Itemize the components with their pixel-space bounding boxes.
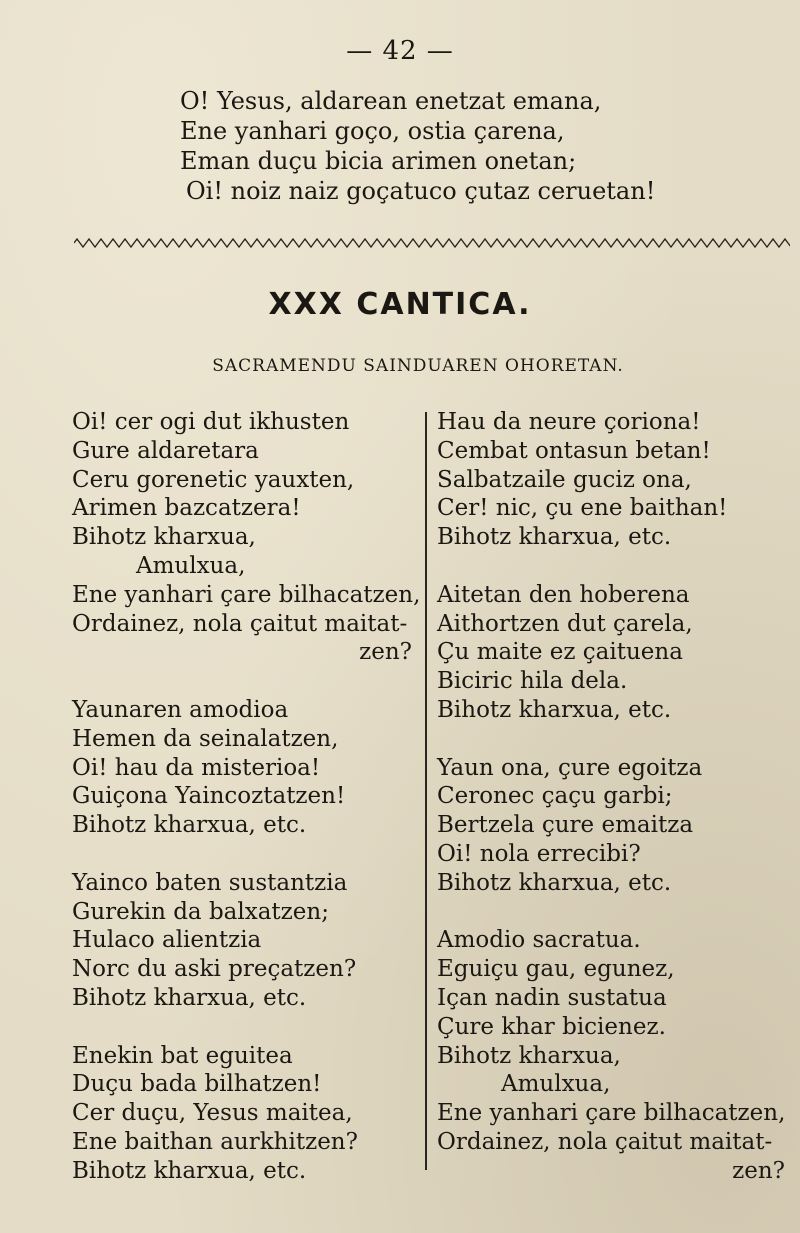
stanza-line: Ene yanhari goço, ostia çarena, (180, 117, 565, 145)
stanza (437, 926, 785, 1185)
stanza-line: Cer duçu, Yesus maitea, (72, 1100, 353, 1127)
stanza-line: O! Yesus, aldarean enetzat emana, (180, 87, 602, 115)
stanza-line: Yainco baten sustantzia (72, 869, 348, 896)
stanza-line: Ordainez, nola çaitut maitat- (72, 610, 408, 637)
stanza-line: Yaun ona, çure egoitza (437, 754, 703, 781)
stanza-line: Oi! noiz naiz goçatuco çutaz ceruetan! (186, 177, 656, 205)
stanza-line: Çure khar bicienez. (437, 1013, 666, 1040)
stanza-line: Guiçona Yaincoztatzen! (72, 783, 346, 810)
stanza-line: Ene yanhari çare bilhacatzen, (437, 1100, 786, 1127)
stanza-line: Çu maite ez çaituena (437, 639, 683, 666)
stanza-line: Aithortzen dut çarela, (437, 610, 693, 637)
stanza-line: Yaunaren amodioa (72, 696, 289, 723)
stanza-line: Ceru gorenetic yauxten, (72, 466, 355, 493)
left-column (72, 408, 421, 1214)
stanza (437, 408, 785, 552)
stanza-line: Bihotz kharxua, etc. (72, 812, 307, 839)
stanza-line: Oi! nola errecibi? (437, 840, 641, 867)
stanza-line: Bihotz kharxua, (437, 1042, 621, 1069)
stanza (437, 581, 785, 725)
stanza-line: Bihotz kharxua, (72, 524, 256, 551)
stanza-line: Hulaco alientzia (72, 927, 262, 954)
stanza-line: Eguiçu gau, egunez, (437, 956, 675, 983)
stanza-line: Ceronec çaçu garbi; (437, 783, 673, 810)
stanza-line: Gurekin da balxatzen; (72, 898, 329, 925)
column-divider (425, 412, 427, 1170)
stanza-line: Cembat ontasun betan! (437, 437, 711, 464)
stanza (72, 869, 412, 1013)
wavy-divider (74, 236, 790, 250)
stanza-line: Duçu bada bilhatzen! (72, 1071, 322, 1098)
stanza-line: Hemen da seinalatzen, (72, 725, 339, 752)
stanza-line: Ordainez, nola çaitut maitat- (437, 1128, 773, 1155)
stanza-line: zen? (359, 639, 412, 666)
stanza-line: Cer! nic, çu ene baithan! (437, 495, 728, 522)
stanza-line: Aitetan den hoberena (437, 581, 690, 608)
stanza-line: Bihotz kharxua, etc. (72, 1157, 307, 1184)
stanza-line: Amulxua, (136, 552, 246, 579)
stanza-line: Ene yanhari çare bilhacatzen, (72, 581, 421, 608)
stanza-line: Bihotz kharxua, etc. (437, 869, 672, 896)
stanza (72, 408, 421, 667)
stanza-line: Bihotz kharxua, etc. (437, 696, 672, 723)
stanza-line: Oi! hau da misterioa! (72, 754, 321, 781)
stanza-line: Norc du aski preçatzen? (72, 956, 357, 983)
stanza-line: Hau da neure çoriona! (437, 409, 701, 435)
stanza (72, 1042, 412, 1186)
right-column (437, 408, 785, 1214)
stanza-line: Amulxua, (501, 1071, 611, 1098)
page-number: — 42 — (346, 36, 454, 66)
stanza-line: Amodio sacratua. (437, 927, 641, 954)
stanza-line: Arimen bazcatzera! (72, 495, 301, 522)
stanza-line: Biciric hila dela. (437, 668, 628, 695)
intro-stanza (180, 86, 655, 206)
stanza-line: Bihotz kharxua, etc. (437, 524, 672, 551)
stanza-line: Bertzela çure emaitza (437, 812, 694, 839)
stanza-line: zen? (732, 1157, 785, 1184)
stanza (437, 754, 785, 898)
stanza-line: Oi! cer ogi dut ikhusten (72, 409, 350, 435)
stanza-line: Içan nadin sustatua (437, 984, 667, 1011)
stanza-line: Salbatzaile guciz ona, (437, 466, 692, 493)
section-subtitle: SACRAMENDU SAINDUAREN OHORETAN. (212, 356, 624, 376)
stanza-line: Bihotz kharxua, etc. (72, 984, 307, 1011)
section-title: XXX CANTICA. (268, 287, 532, 322)
stanza-line: Ene baithan aurkhitzen? (72, 1128, 358, 1155)
stanza-line: Enekin bat eguitea (72, 1042, 293, 1069)
stanza (72, 696, 412, 840)
stanza-line: Gure aldaretara (72, 437, 259, 464)
stanza-line: Eman duçu bicia arimen onetan; (180, 147, 577, 175)
